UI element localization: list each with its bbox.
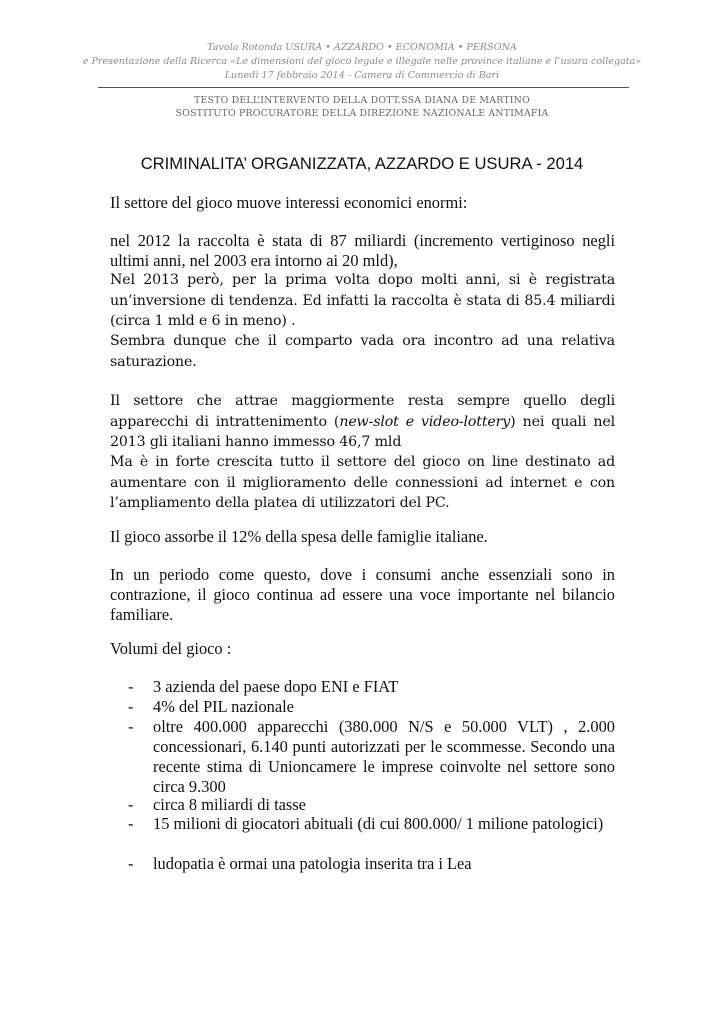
bullet-marker: - (128, 717, 134, 736)
header-date-location: Lunedì 17 febbraio 2014 - Camera di Commercio di Bari (224, 70, 500, 81)
header-research-title: e Presentazione della Ricerca «Le dimensioni del gioco legale e illegale nelle province italiane e l’usura collegata» (82, 56, 642, 67)
header-divider (98, 87, 629, 88)
machines-text-start: Il settore che attrae maggiormente resta sempre quello degli apparecchi di intrattenimento ( (110, 393, 615, 430)
list-item: circa 8 miliardi di tasse (153, 795, 306, 814)
machines-text-end: ) nei quali nel 2013 gli italiani hanno immesso 46,7 mld (110, 413, 616, 450)
list-item: 15 milioni di giocatori abituali (di cui 800.000/ 1 milione patologici) (153, 814, 604, 833)
speech-author-role: SOSTITUTO PROCURATORE DELLA DIREZIONE NAZIONALE ANTIMAFIA (175, 108, 549, 119)
bullet-marker: - (128, 677, 134, 696)
list-item: ludopatia è ormai una patologia inserita tra i Lea (153, 854, 472, 873)
bullet-marker: - (128, 697, 134, 716)
page-title: CRIMINALITA’ ORGANIZZATA, AZZARDO E USURA - 2014 (140, 154, 584, 173)
paragraph-family-spending: Il gioco assorbe il 12% della spesa delle famiglie italiane. (110, 527, 488, 546)
paragraph-online-gaming: Ma è in forte crescita tutto il settore del gioco on line destinato ad aumentare con il miglioramento delle connessioni ad internet e con l’ampliamento della platea di utilizzatori del PC. (110, 454, 615, 511)
paragraph-2012-collection: nel 2012 la raccolta è stata di 87 miliardi (incremento vertiginoso negli ultimi anni, nel 2003 era intorno ai 20 mld), (110, 231, 615, 270)
list-item: oltre 400.000 apparecchi (380.000 N/S e 50.000 VLT) , 2.000 concessionari, 6.140 punti autorizzati per le scommesse. Secondo una recente stima di Unioncamere le imprese coinvolte nel settore sono circa 9.300 (153, 717, 615, 796)
bullet-marker: - (128, 854, 134, 873)
list-item: 3 azienda del paese dopo ENI e FIAT (153, 677, 399, 696)
intro-paragraph: Il settore del gioco muove interessi economici enormi: (110, 193, 468, 212)
header-event-title: Tavola Rotonda USURA • AZZARDO • ECONOMIA • PERSONA (207, 42, 517, 53)
paragraph-saturation: Sembra dunque che il comparto vada ora incontro ad una relativa saturazione. (110, 333, 615, 370)
bullet-marker: - (128, 814, 134, 833)
paragraph-household-budget: In un periodo come questo, dove i consumi anche essenziali sono in contrazione, il gioco continua ad essere una voce importante nel bilancio familiare. (110, 565, 615, 624)
paragraph-2013-trend: Nel 2013 però, per la prima volta dopo molti anni, si è registrata un’inversione di tendenza. Ed infatti la raccolta è stata di 85.4 miliardi (circa 1 mld e 6 in meno) . (110, 272, 615, 329)
list-item: 4% del PIL nazionale (153, 697, 294, 716)
paragraph-gaming-machines (110, 391, 615, 453)
paragraph-volumes-heading: Volumi del gioco : (110, 639, 232, 658)
speech-author-line: TESTO DELL’INTERVENTO DELLA DOTT.SSA DIANA DE MARTINO (194, 95, 530, 106)
bullet-marker: - (128, 795, 134, 814)
machines-italic-types: new-slot e video-lottery (339, 413, 511, 430)
